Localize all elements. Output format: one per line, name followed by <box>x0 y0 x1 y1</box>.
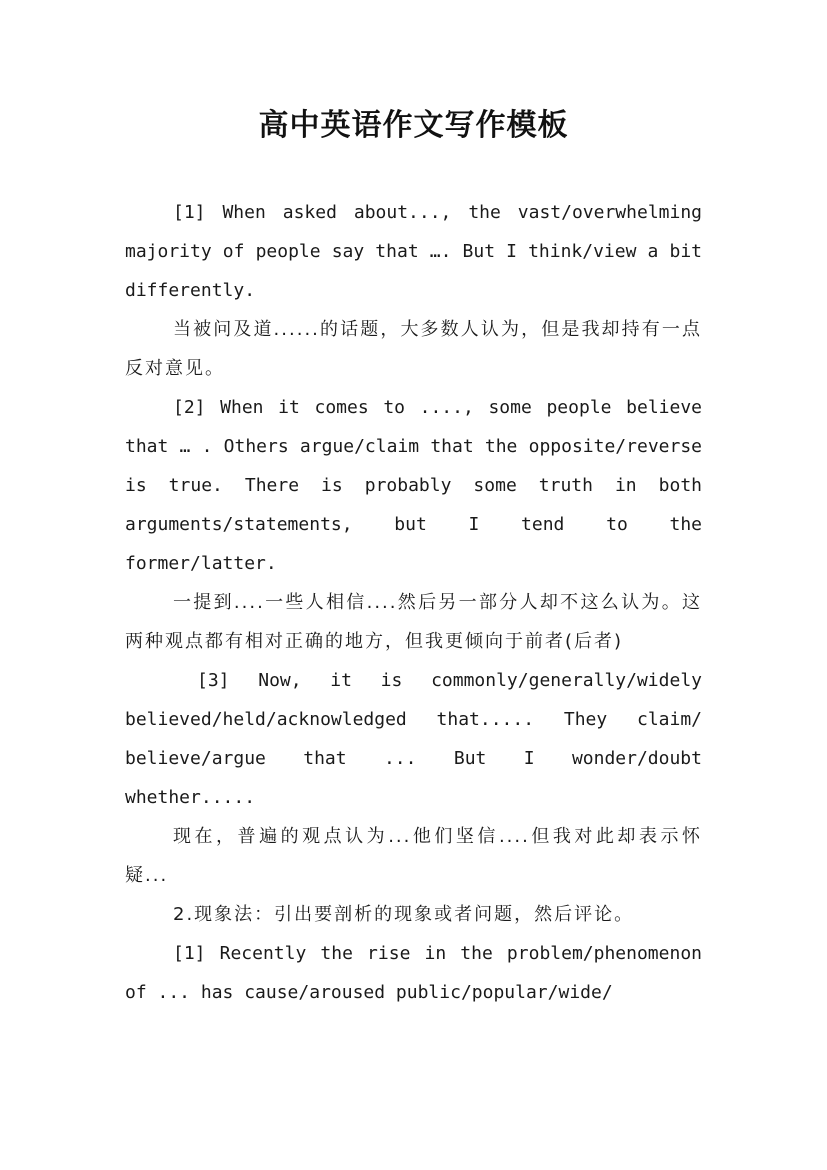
paragraph-1-english: [1] When asked about..., the vast/overwhelming majority of people say that …. But I think/view a bit differently. <box>125 202 702 301</box>
paragraph-3-english: [3] Now, it is commonly/generally/widely believed/held/acknowledged that..... They claim/ believe/argue that ... But I wonder/doubt whether..... <box>125 670 702 808</box>
paragraph-3-chinese: 现在，普遍的观点认为...他们坚信....但我对此却表示怀疑... <box>125 826 702 886</box>
section-heading-phenomenon-method: 2.现象法：引出要剖析的现象或者问题，然后评论。 <box>173 904 635 925</box>
paragraph-1-chinese: 当被问及道......的话题，大多数人认为，但是我却持有一点反对意见。 <box>125 319 702 379</box>
document-title: 高中英语作文写作模板 <box>258 108 569 143</box>
paragraph-2-chinese: 一提到....一些人相信....然后另一部分人却不这么认为。这两种观点都有相对正确的地方，但我更倾向于前者(后者) <box>125 592 702 652</box>
paragraph-2-english: [2] When it comes to ...., some people believe that … . Others argue/claim that the opposite/reverse is true. There is probably some truth in both arguments/statements, but I tend to the former/latter. <box>125 397 702 574</box>
document-body <box>125 193 702 1012</box>
paragraph-4-english: [1] Recently the rise in the problem/phenomenon of ... has cause/aroused public/popular/wide/ <box>125 943 702 1003</box>
